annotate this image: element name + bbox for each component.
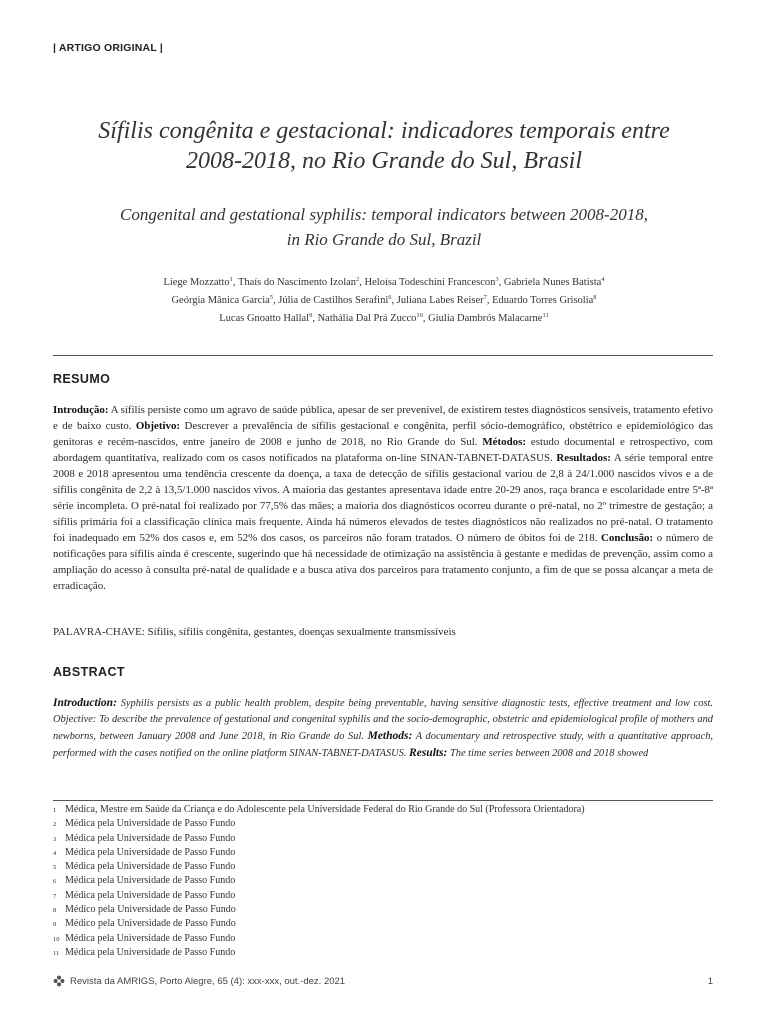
resumo-body bbox=[53, 402, 713, 594]
footnotes bbox=[53, 803, 713, 960]
introducao-text: A sífilis persiste como um agravo de saúde pública, apesar de ser prevenível, de existirem testes diagnósticos sensíveis, tratamento efetivo e de baixo custo. bbox=[53, 404, 713, 432]
author-affiliation-mark: 11 bbox=[542, 312, 549, 319]
footnote-item bbox=[53, 874, 713, 888]
footnote-item bbox=[53, 832, 713, 846]
introducao-label: Introdução: bbox=[53, 404, 109, 416]
page-footer bbox=[53, 975, 713, 987]
footnote-text: Médica pela Universidade de Passo Fundo bbox=[65, 818, 236, 830]
author-affiliation-mark: 4 bbox=[601, 276, 605, 283]
objetivo-label: Objetivo: bbox=[135, 420, 181, 432]
footnote-number: 5 bbox=[53, 864, 57, 872]
footnote-number: 7 bbox=[53, 892, 57, 900]
footnote-text: Médica pela Universidade de Passo Fundo bbox=[65, 875, 236, 887]
footnote-item bbox=[53, 846, 713, 860]
author-affiliation-mark: 5 bbox=[269, 294, 274, 301]
footnote-item bbox=[53, 932, 713, 946]
author-affiliation-mark: 1 bbox=[229, 276, 233, 283]
author-affiliation-mark: 9 bbox=[309, 312, 313, 319]
footnote-text: Médica pela Universidade de Passo Fundo bbox=[65, 861, 236, 873]
results-label: Results: bbox=[409, 747, 448, 759]
footnote-item bbox=[53, 803, 713, 817]
author-affiliation-mark: 6 bbox=[388, 294, 392, 301]
methods-text: A documentary and retrospective study, with a quantitative approach, performed with the cases notified on the online platform SINAN-TABNET-DATASUS. bbox=[53, 731, 713, 759]
footnote-item bbox=[53, 860, 713, 874]
footnote-number: 4 bbox=[53, 849, 57, 857]
footnote-item bbox=[53, 946, 713, 960]
author-name: Thaís do Nascimento Izolan bbox=[237, 277, 357, 288]
article-type-tag: | ARTIGO ORIGINAL | bbox=[53, 42, 164, 54]
keywords-line: PALAVRA-CHAVE: Sífilis, sífilis congênita, gestantes, doenças sexualmente transmissíveis bbox=[53, 626, 456, 638]
author-line-3: Lucas Gnoatto Hallal$^9$, Nathália Dal Prá Zucco$^{10}$, Giulia Dambrós Malacarne$^{11}$ bbox=[219, 312, 549, 324]
footnote-number: 10 bbox=[53, 935, 60, 943]
title-en-line-2: in Rio Grande do Sul, Brazil bbox=[286, 230, 482, 249]
abstract-heading: ABSTRACT bbox=[53, 665, 125, 679]
author-affiliation-mark: 3 bbox=[495, 276, 499, 283]
footnote-text: Médica pela Universidade de Passo Fundo bbox=[65, 932, 236, 944]
footnote-number: 2 bbox=[53, 821, 57, 829]
footnote-number: 8 bbox=[53, 907, 57, 915]
journal-logo-icon bbox=[53, 975, 65, 987]
author-name: Geórgia Mânica Garcia bbox=[171, 295, 270, 306]
page-number: 1 bbox=[707, 975, 713, 987]
author-name: Nathália Dal Prá Zucco bbox=[317, 313, 417, 324]
results-text: The time series between 2008 and 2018 showed bbox=[447, 748, 649, 759]
title-pt-line-2: 2008-2018, no Rio Grande do Sul, Brasil bbox=[186, 148, 582, 174]
footnote-text: Médica, Mestre em Saúde da Criança e do Adolescente pela Universidade Federal do Rio Grande do Sul (Professora Orientadora) bbox=[65, 804, 585, 815]
footnote-item bbox=[53, 917, 713, 931]
header-divider bbox=[53, 355, 713, 356]
footnote-divider bbox=[53, 800, 713, 801]
author-line-1: Liege Mozzatto$^1$, Thaís do Nascimento Izolan$^2$, Heloísa Todeschini Francescon$^3$, Gabriela Nunes Batista$^4$ bbox=[163, 276, 605, 288]
conclusao-label: Conclusão: bbox=[601, 532, 654, 544]
author-list bbox=[60, 274, 708, 328]
author-name: Liege Mozzatto bbox=[163, 277, 230, 288]
author-name: Giulia Dambrós Malacarne bbox=[428, 313, 543, 324]
metodos-text: estudo documental e retrospectivo, com abordagem quantitativa, realizado com os casos notificados na plataforma on-line SINAN-TABNET-DATASUS. bbox=[53, 436, 713, 464]
footnote-text: Médico pela Universidade de Passo Fundo bbox=[65, 918, 236, 930]
abstract-body bbox=[53, 695, 713, 762]
footnote-number: 6 bbox=[53, 878, 57, 886]
resumo-heading: RESUMO bbox=[53, 372, 111, 386]
footnote-number: 1 bbox=[53, 807, 57, 814]
footnote-text: Médica pela Universidade de Passo Fundo bbox=[65, 832, 236, 844]
title-en-line-1: Congenital and gestational syphilis: temporal indicators between 2008-2018, bbox=[120, 205, 648, 224]
introduction-label: Introduction: bbox=[53, 697, 117, 709]
footnote-item bbox=[53, 889, 713, 903]
author-line-2: Geórgia Mânica Garcia$^5$, Júlia de Castilhos Serafini$^6$, Juliana Labes Reiser$^7$, Eduardo Torres Grisolia$^8$ bbox=[171, 294, 597, 306]
title-portuguese bbox=[60, 116, 708, 176]
resultados-label: Resultados: bbox=[556, 452, 611, 464]
conclusao-text: o número de notificações para sífilis ainda é crescente, sugerindo que há necessidade de otimização na assistência à gestante e medidas de prevenção, assim como a ampliação do acesso à consulta pré-natal de qualidade e a busca ativa dos parceiros para tratamento conjunto, a fim de que se possa alcançar a meta de erradicação. bbox=[53, 532, 713, 592]
footnote-number: 11 bbox=[53, 949, 60, 957]
author-name: Gabriela Nunes Batista bbox=[503, 277, 602, 288]
footnote-text: Médico pela Universidade de Passo Fundo bbox=[65, 904, 236, 916]
author-name: Júlia de Castilhos Serafini bbox=[278, 295, 389, 306]
author-affiliation-mark: 8 bbox=[593, 294, 597, 301]
objetivo-text: Descrever a prevalência de sífilis gestacional e congênita, perfil sócio-demográfico, obstétrico e epidemiológico das genitoras e recém-nascidos, entre janeiro de 2008 e junho de 2018, no Rio Grande do Sul. bbox=[53, 420, 713, 448]
journal-citation: Revista da AMRIGS, Porto Alegre, 65 (4): xxx-xxx, out.-dez. 2021 bbox=[70, 975, 346, 987]
author-name: Lucas Gnoatto Hallal bbox=[219, 313, 310, 324]
footnote-text: Médica pela Universidade de Passo Fundo bbox=[65, 846, 236, 858]
introduction-text: Syphilis persists as a public health problem, despite being preventable, having sensitive diagnostic tests, effective treatment and low cost. Objective: To describe the prevalence of gestational and congenital syphilis and the socio-demographic, obstetric and epidemiological profile of mothers and newborns, between January 2008 and June 2018, in Rio Grande do Sul. bbox=[53, 698, 713, 742]
author-name: Juliana Labes Reiser bbox=[396, 295, 484, 306]
footnote-item bbox=[53, 903, 713, 917]
metodos-label: Métodos: bbox=[482, 436, 526, 448]
author-name: Eduardo Torres Grisolia bbox=[492, 295, 594, 306]
footnote-text: Médica pela Universidade de Passo Fundo bbox=[65, 946, 236, 958]
author-affiliation-mark: 10 bbox=[416, 312, 423, 319]
footnote-number: 3 bbox=[53, 835, 57, 843]
footnote-item bbox=[53, 817, 713, 831]
methods-label: Methods: bbox=[367, 730, 413, 742]
footnote-number: 9 bbox=[53, 921, 57, 929]
author-name: Heloísa Todeschini Francescon bbox=[364, 277, 496, 288]
author-affiliation-mark: 2 bbox=[356, 276, 360, 283]
title-pt-line-1: Sífilis congênita e gestacional: indicadores temporais entre bbox=[98, 118, 670, 144]
title-english bbox=[60, 202, 708, 252]
author-affiliation-mark: 7 bbox=[483, 294, 487, 301]
resultados-text: A série temporal entre 2008 e 2018 apresentou uma tendência crescente da doença, a taxa de detecção de sífilis gestacional variou de 2,8 à 24/1.000 nascidos vivos e a de sífilis congênita de 2,2 à 13,5/1.000 nascidos vivos. A maioria das gestantes apresentava idade entre 20-29 anos, raça branca e escolaridade entre 5ª-8ª série incompleta. O pré-natal foi realizado por 77,5% das mães; a maioria dos diagnósticos ocorreu durante o pré-natal, no 2º trimestre de gestação; a sífilis primária foi a classificação clínica mais frequente. Ainda há números elevados de testes diagnósticos não realizados no pré-natal. O tratamento foi inadequado em 52% dos casos e, em 52% dos casos, os parceiros não foram tratados. O número de óbitos foi de 218. bbox=[53, 452, 713, 544]
footnote-text: Médica pela Universidade de Passo Fundo bbox=[65, 889, 236, 901]
